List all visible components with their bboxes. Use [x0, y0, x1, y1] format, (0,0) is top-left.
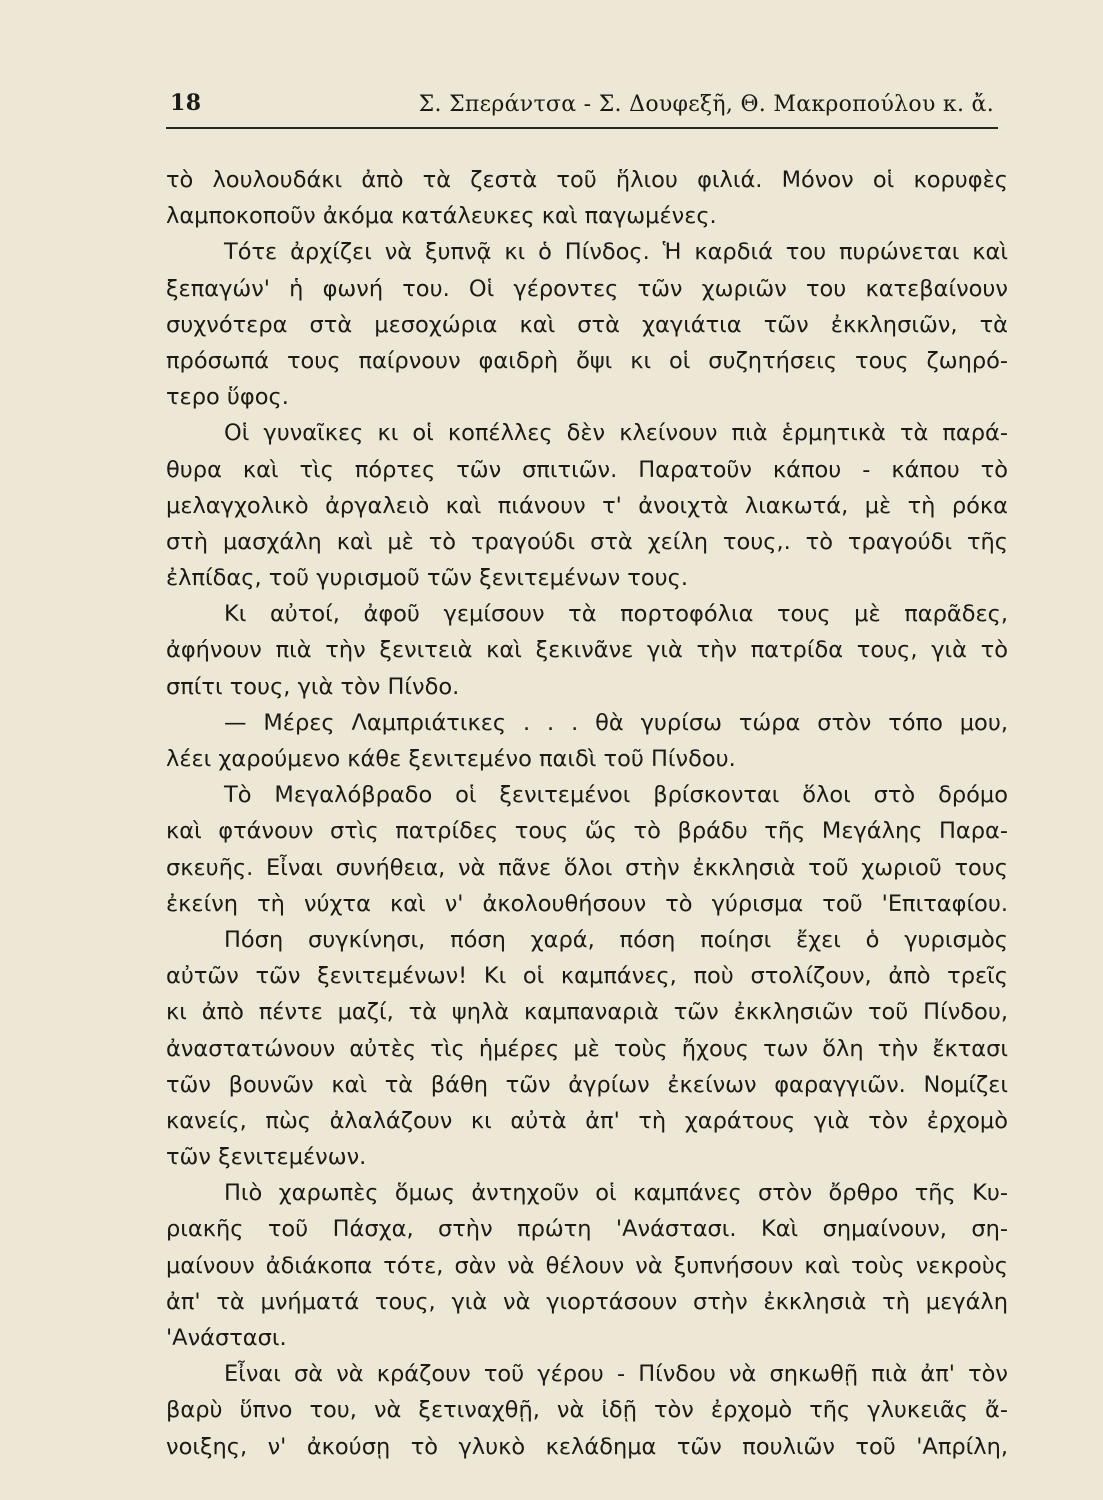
text-line: ξεπαγών' ἡ φωνή του. Οἱ γέροντες τῶν χωριῶν του κατεβαίνουν — [166, 275, 1008, 302]
text-line: αὐτῶν τῶν ξενιτεμένων! Κι οἱ καμπάνες, ποὺ στολίζουν, ἀπὸ τρεῖς — [166, 963, 1008, 990]
text-line: πρόσωπά τους παίρνουν φαιδρὴ ὄψι κι οἱ συζητήσεις τους ζωηρό- — [166, 347, 1008, 374]
text-line: τῶν ξενιτεμένων. — [166, 1144, 367, 1171]
text-line: Κι αὐτοί, ἀφοῦ γεμίσουν τὰ πορτοφόλια τους μὲ παρᾶδες, — [224, 601, 1008, 628]
text-line: καὶ φτάνουν στὶς πατρίδες τους ὥς τὸ βράδυ τῆς Μεγάλης Παρα- — [166, 818, 1008, 845]
header-rule — [166, 127, 998, 129]
text-line: τὸ λουλουδάκι ἀπὸ τὰ ζεστὰ τοῦ ἥλιου φιλιά. Μόνον οἱ κορυφὲς — [166, 167, 1008, 193]
text-line: θυρα καὶ τὶς πόρτες τῶν σπιτιῶν. Παρατοῦν κάπου - κάπου τὸ — [166, 456, 1008, 483]
text-line: μελαγχολικὸ ἀργαλειὸ καὶ πιάνουν τ' ἀνοιχτὰ λιακωτά, μὲ τὴ ρόκα — [166, 492, 1008, 519]
text-line: σκευῆς. Εἶναι συνήθεια, νὰ πᾶνε ὅλοι στὴν ἐκκλησιὰ τοῦ χωριοῦ τους — [166, 854, 1008, 881]
text-line: τερο ὕφος. — [166, 384, 289, 411]
text-line: νοιξης, ν' ἀκούσῃ τὸ γλυκὸ κελάδημα τῶν πουλιῶν τοῦ 'Απρίλη, — [166, 1433, 1008, 1460]
body-text — [166, 162, 1008, 1465]
text-line: βαρὺ ὕπνο του, νὰ ξετιναχθῇ, νὰ ἰδῇ τὸν ἐρχομὸ τῆς γλυκειᾶς ἄ- — [166, 1397, 1008, 1424]
text-line: μαίνουν ἀδιάκοπα τότε, σὰν νὰ θέλουν νὰ ξυπνήσουν καὶ τοὺς νεκροὺς — [166, 1252, 1008, 1279]
text-line: λαμποκοποῦν ἀκόμα κατάλευκες καὶ παγωμένες. — [166, 203, 717, 230]
text-line: Πόση συγκίνησι, πόση χαρά, πόση ποίησι ἔχει ὁ γυρισμὸς — [224, 926, 1008, 953]
text-line: ἀναστατώνουν αὐτὲς τὶς ἡμέρες μὲ τοὺς ἤχους των ὅλη τὴν ἔκτασι — [166, 1035, 1008, 1062]
text-line: 'Ανάστασι. — [166, 1325, 287, 1351]
text-line: τῶν βουνῶν καὶ τὰ βάθη τῶν ἀγρίων ἐκείνων φαραγγιῶν. Νομίζει — [166, 1071, 1008, 1098]
text-line: στὴ μασχάλη καὶ μὲ τὸ τραγούδι στὰ χείλη τους,. τὸ τραγούδι τῆς — [166, 528, 1008, 555]
running-head: Σ. Σπεράντσα - Σ. Δουφεξῆ, Θ. Μακροπούλου κ. ἄ. — [418, 92, 994, 117]
text-line: συχνότερα στὰ μεσοχώρια καὶ στὰ χαγιάτια τῶν ἐκκλησιῶν, τὰ — [166, 311, 1008, 338]
page-number: 18 — [170, 90, 202, 116]
text-line: σπίτι τους, γιὰ τὸν Πίνδο. — [166, 673, 460, 700]
text-line: Εἶναι σὰ νὰ κράζουν τοῦ γέρου - Πίνδου νὰ σηκωθῇ πιὰ ἀπ' τὸν — [224, 1361, 1008, 1388]
text-line: κανείς, πὼς ἀλαλάζουν κι αὐτὰ ἀπ' τὴ χαράτους γιὰ τὸν ἐρχομὸ — [166, 1107, 1008, 1134]
text-line: ριακῆς τοῦ Πάσχα, στὴν πρώτη 'Ανάστασι. Καὶ σημαίνουν, ση- — [166, 1216, 1008, 1243]
text-line: Πιὸ χαρωπὲς ὅμως ἀντηχοῦν οἱ καμπάνες στὸν ὄρθρο τῆς Κυ- — [224, 1180, 1008, 1207]
text-line: λέει χαρούμενο κάθε ξενιτεμένο παιδὶ τοῦ Πίνδου. — [166, 746, 736, 772]
text-line: ἀφήνουν πιὰ τὴν ξενιτειὰ καὶ ξεκινᾶνε γιὰ τὴν πατρίδα τους, γιὰ τὸ — [166, 637, 1008, 664]
text-line: Τότε ἀρχίζει νὰ ξυπνᾷ κι ὁ Πίνδος. Ἡ καρδιά του πυρώνεται καὶ — [224, 239, 1008, 266]
page-header — [166, 86, 998, 126]
text-line: ἀπ' τὰ μνήματά τους, γιὰ νὰ γιορτάσουν στὴν ἐκκλησιὰ τὴ μεγάλη — [166, 1288, 1008, 1315]
text-line: Οἱ γυναῖκες κι οἱ κοπέλλες δὲν κλείνουν πιὰ ἑρμητικὰ τὰ παρά- — [224, 420, 1008, 447]
text-line: κι ἀπὸ πέντε μαζί, τὰ ψηλὰ καμπαναριὰ τῶν ἐκκλησιῶν τοῦ Πίνδου, — [166, 999, 1008, 1026]
text-line: ἐλπίδας, τοῦ γυρισμοῦ τῶν ξενιτεμένων τους. — [166, 565, 688, 592]
text-line: Τὸ Μεγαλόβραδο οἱ ξενιτεμένοι βρίσκονται ὅλοι στὸ δρόμο — [224, 782, 1008, 809]
text-line: — Μέρες Λαμπριάτικες . . . θὰ γυρίσω τώρα στὸν τόπο μου, — [224, 709, 1008, 736]
text-line: ἐκείνη τὴ νύχτα καὶ ν' ἀκολουθήσουν τὸ γύρισμα τοῦ 'Επιταφίου. — [166, 890, 1008, 917]
